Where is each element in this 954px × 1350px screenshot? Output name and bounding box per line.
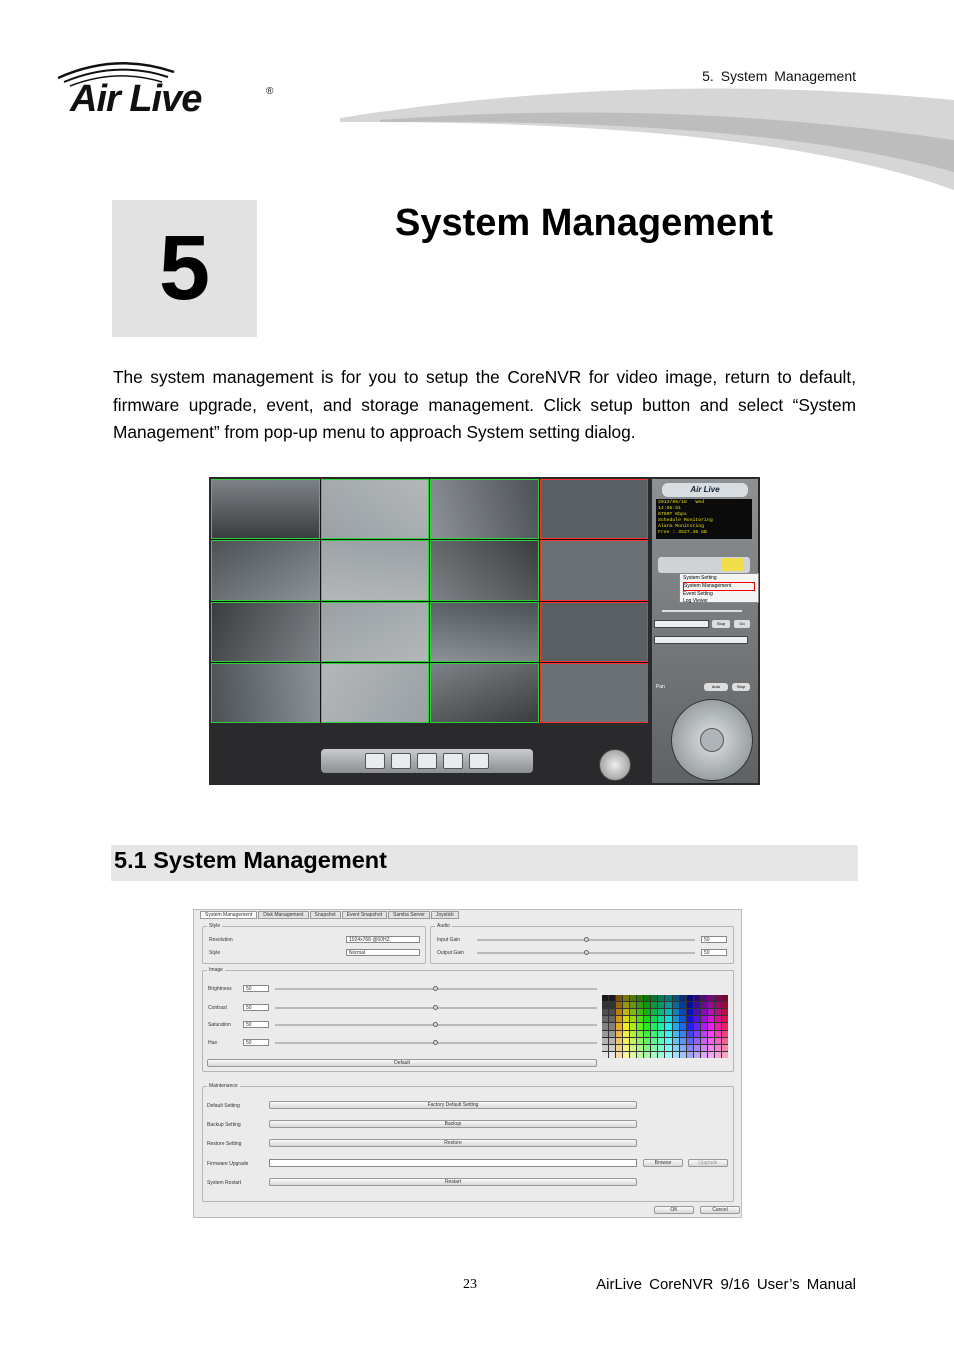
palette-swatch[interactable] (665, 1038, 671, 1044)
palette-swatch[interactable] (616, 995, 622, 1001)
palette-swatch[interactable] (616, 1016, 622, 1022)
palette-swatch[interactable] (637, 995, 643, 1001)
palette-swatch[interactable] (694, 1038, 700, 1044)
palette-swatch[interactable] (637, 1002, 643, 1008)
backup-button[interactable]: Backup (269, 1120, 637, 1128)
restart-button[interactable]: Restart (269, 1178, 637, 1186)
output-gain-slider[interactable] (477, 952, 695, 954)
palette-swatch[interactable] (651, 1052, 657, 1058)
palette-swatch[interactable] (658, 1031, 664, 1037)
brightness-label: Brightness (208, 986, 232, 992)
palette-swatch[interactable] (673, 1016, 679, 1022)
nvr-status-display (656, 499, 752, 539)
palette-swatch[interactable] (694, 1009, 700, 1015)
saturation-slider[interactable] (275, 1024, 597, 1026)
tab-system-management[interactable]: System Management (200, 911, 257, 919)
palette-swatch[interactable] (673, 1038, 679, 1044)
palette-swatch[interactable] (644, 1002, 650, 1008)
palette-swatch[interactable] (708, 1023, 714, 1029)
layout-2x2-icon[interactable] (391, 753, 411, 769)
palette-swatch[interactable] (694, 1016, 700, 1022)
palette-swatch[interactable] (715, 1052, 721, 1058)
running-section-label: 5. System Management (702, 68, 856, 84)
palette-swatch[interactable] (623, 995, 629, 1001)
palette-swatch[interactable] (687, 1031, 693, 1037)
palette-swatch[interactable] (665, 1002, 671, 1008)
palette-swatch[interactable] (609, 1023, 615, 1029)
system-restart-label: System Restart (207, 1180, 242, 1186)
palette-swatch[interactable] (673, 1045, 679, 1051)
palette-swatch[interactable] (701, 1031, 707, 1037)
ptz-stop-button[interactable]: Stop (712, 620, 730, 628)
palette-swatch[interactable] (602, 1031, 608, 1037)
palette-swatch[interactable] (680, 995, 686, 1001)
output-gain-knob[interactable] (584, 950, 589, 955)
brightness-slider[interactable] (275, 988, 597, 990)
layout-custom-icon[interactable] (469, 753, 489, 769)
registered-mark: ® (266, 86, 274, 97)
palette-swatch[interactable] (722, 1031, 728, 1037)
tab-samba-server[interactable]: Samba Server (388, 911, 430, 919)
status-free-space: Free : 3527.46 GB (658, 530, 707, 535)
palette-swatch[interactable] (651, 1038, 657, 1044)
nvr-live-view-screenshot (209, 477, 760, 785)
camera-tile[interactable] (430, 479, 539, 539)
style-select[interactable]: Normal (346, 949, 420, 956)
palette-swatch[interactable] (651, 1045, 657, 1051)
palette-swatch[interactable] (644, 1038, 650, 1044)
palette-swatch[interactable] (602, 1016, 608, 1022)
default-setting-label: Default Setting (207, 1103, 240, 1109)
palette-swatch[interactable] (715, 995, 721, 1001)
palette-swatch[interactable] (616, 1023, 622, 1029)
palette-swatch[interactable] (651, 1009, 657, 1015)
palette-swatch[interactable] (708, 1016, 714, 1022)
palette-swatch[interactable] (623, 1016, 629, 1022)
camera-tile[interactable] (540, 540, 649, 600)
palette-swatch[interactable] (687, 1038, 693, 1044)
palette-swatch[interactable] (701, 1016, 707, 1022)
palette-swatch[interactable] (644, 1016, 650, 1022)
input-gain-knob[interactable] (584, 937, 589, 942)
palette-swatch[interactable] (680, 1052, 686, 1058)
palette-swatch[interactable] (694, 1052, 700, 1058)
palette-swatch[interactable] (609, 1052, 615, 1058)
camera-tile[interactable] (211, 602, 320, 662)
restore-setting-label: Restore Setting (207, 1141, 242, 1147)
palette-swatch[interactable] (637, 1031, 643, 1037)
camera-tile[interactable] (211, 479, 320, 539)
palette-swatch[interactable] (623, 1045, 629, 1051)
palette-swatch[interactable] (609, 1016, 615, 1022)
saturation-spinner[interactable]: 50 (243, 1021, 269, 1028)
style-group-title: Style (209, 923, 221, 929)
palette-swatch[interactable] (658, 1002, 664, 1008)
camera-tile[interactable] (321, 540, 430, 600)
palette-swatch[interactable] (694, 995, 700, 1001)
palette-swatch[interactable] (651, 1002, 657, 1008)
maintenance-group-title: Maintenance (209, 1083, 238, 1089)
tab-event-snapshot[interactable]: Event Snapshot (342, 911, 387, 919)
palette-swatch[interactable] (630, 1009, 636, 1015)
hue-knob[interactable] (433, 1040, 438, 1045)
palette-swatch[interactable] (687, 1023, 693, 1029)
status-bitrate: 6750T Kbps (658, 512, 687, 517)
palette-swatch[interactable] (722, 1023, 728, 1029)
browse-button[interactable]: Browse (643, 1159, 683, 1167)
ptz-home-icon[interactable] (700, 728, 724, 752)
palette-swatch[interactable] (644, 1023, 650, 1029)
palette-swatch[interactable] (665, 1023, 671, 1029)
palette-swatch[interactable] (623, 1002, 629, 1008)
palette-swatch[interactable] (694, 1031, 700, 1037)
menu-item-log-viewer[interactable]: Log Viewer (683, 598, 708, 604)
palette-swatch[interactable] (630, 1002, 636, 1008)
palette-swatch[interactable] (708, 1045, 714, 1051)
palette-swatch[interactable] (708, 1038, 714, 1044)
camera-tile[interactable] (430, 602, 539, 662)
palette-swatch[interactable] (722, 1038, 728, 1044)
ok-button[interactable]: OK (654, 1206, 694, 1214)
palette-swatch[interactable] (658, 1052, 664, 1058)
hue-spinner[interactable]: 50 (243, 1039, 269, 1046)
palette-swatch[interactable] (673, 1031, 679, 1037)
status-alarm: Alarm Monitoring (658, 524, 705, 529)
audio-group (430, 923, 734, 964)
backup-setting-label: Backup Setting (207, 1122, 241, 1128)
palette-swatch[interactable] (694, 1023, 700, 1029)
palette-swatch[interactable] (651, 1023, 657, 1029)
palette-swatch[interactable] (694, 1002, 700, 1008)
input-gain-label: Input Gain (437, 937, 461, 943)
palette-swatch[interactable] (609, 1038, 615, 1044)
status-schedule: Schedule Monitoring (658, 518, 713, 523)
saturation-knob[interactable] (433, 1022, 438, 1027)
tab-disk-management[interactable]: Disk Management (258, 911, 308, 919)
palette-swatch[interactable] (602, 1045, 608, 1051)
palette-swatch[interactable] (609, 1009, 615, 1015)
contrast-slider[interactable] (275, 1007, 597, 1009)
palette-swatch[interactable] (658, 1009, 664, 1015)
contrast-label: Contrast (208, 1005, 227, 1011)
ptz-direction-pad[interactable] (671, 699, 753, 781)
upgrade-button[interactable]: Upgrade (688, 1159, 728, 1167)
camera-tile[interactable] (540, 663, 649, 723)
palette-swatch[interactable] (602, 995, 608, 1001)
palette-swatch[interactable] (665, 1052, 671, 1058)
palette-swatch[interactable] (630, 1052, 636, 1058)
palette-swatch[interactable] (616, 1045, 622, 1051)
input-gain-spinner[interactable]: 50 (701, 936, 727, 943)
tab-joystick[interactable]: Joystick (431, 911, 459, 919)
camera-tile[interactable] (321, 479, 430, 539)
firmware-path-input[interactable] (269, 1159, 637, 1167)
camera-tile[interactable] (540, 602, 649, 662)
palette-swatch[interactable] (680, 1038, 686, 1044)
palette-swatch[interactable] (694, 1045, 700, 1051)
camera-tile[interactable] (211, 540, 320, 600)
color-palette[interactable] (602, 995, 728, 1058)
cancel-button[interactable]: Cancel (700, 1206, 740, 1214)
page-number: 23 (463, 1277, 477, 1292)
palette-swatch[interactable] (722, 1045, 728, 1051)
image-group-title: Image (209, 967, 223, 973)
palette-swatch[interactable] (715, 1016, 721, 1022)
chapter-number-box (112, 200, 257, 337)
resolution-label: Resolution (209, 937, 233, 943)
ptz-go-button[interactable]: Go (734, 620, 750, 628)
palette-swatch[interactable] (609, 1045, 615, 1051)
palette-swatch[interactable] (715, 1045, 721, 1051)
camera-tile[interactable] (321, 602, 430, 662)
camera-tile[interactable] (540, 479, 649, 539)
layout-1x1-icon[interactable] (365, 753, 385, 769)
palette-swatch[interactable] (637, 1052, 643, 1058)
palette-swatch[interactable] (701, 995, 707, 1001)
palette-swatch[interactable] (644, 1031, 650, 1037)
camera-tile[interactable] (321, 663, 430, 723)
header-swoosh-graphic (340, 80, 954, 195)
palette-swatch[interactable] (658, 1023, 664, 1029)
palette-swatch[interactable] (673, 1023, 679, 1029)
palette-swatch[interactable] (602, 1002, 608, 1008)
palette-swatch[interactable] (658, 995, 664, 1001)
manual-name: AirLive CoreNVR 9/16 User’s Manual (596, 1276, 856, 1293)
palette-swatch[interactable] (680, 1016, 686, 1022)
restore-button[interactable]: Restore (269, 1139, 637, 1147)
preset-combo[interactable] (654, 636, 748, 644)
palette-swatch[interactable] (687, 1009, 693, 1015)
power-icon[interactable] (599, 749, 631, 781)
brightness-knob[interactable] (433, 986, 438, 991)
setup-popup-menu (679, 573, 759, 603)
layout-3x3-icon[interactable] (417, 753, 437, 769)
palette-swatch[interactable] (644, 995, 650, 1001)
palette-swatch[interactable] (680, 1023, 686, 1029)
palette-swatch[interactable] (687, 1016, 693, 1022)
factory-default-button[interactable]: Factory Default Setting (269, 1101, 637, 1109)
hue-slider[interactable] (275, 1042, 597, 1044)
camera-tile[interactable] (430, 663, 539, 723)
firmware-upgrade-label: Firmware Upgrade (207, 1161, 249, 1167)
maintenance-group (202, 1083, 734, 1202)
section-heading: 5.1 System Management (114, 847, 387, 873)
palette-swatch[interactable] (630, 1016, 636, 1022)
system-management-dialog-screenshot (193, 909, 742, 1218)
brightness-spinner[interactable]: 50 (243, 985, 269, 992)
palette-swatch[interactable] (630, 995, 636, 1001)
palette-swatch[interactable] (623, 1038, 629, 1044)
palette-swatch[interactable] (651, 1016, 657, 1022)
image-default-button[interactable]: Default (207, 1059, 597, 1067)
menu-item-system-management[interactable]: System Management (683, 582, 755, 591)
palette-swatch[interactable] (616, 1009, 622, 1015)
style-label: Style (209, 950, 221, 956)
palette-swatch[interactable] (665, 995, 671, 1001)
layout-4x4-icon[interactable] (443, 753, 463, 769)
nvr-panel-logo: Air Live (662, 483, 748, 497)
dialog-tabs (200, 911, 459, 919)
palette-swatch[interactable] (715, 1009, 721, 1015)
palette-swatch[interactable] (609, 1002, 615, 1008)
chapter-number: 5 (158, 217, 211, 319)
palette-swatch[interactable] (658, 1016, 664, 1022)
palette-swatch[interactable] (687, 1045, 693, 1051)
palette-swatch[interactable] (616, 1002, 622, 1008)
palette-swatch[interactable] (616, 1031, 622, 1037)
camera-grid (211, 479, 648, 723)
palette-swatch[interactable] (658, 1038, 664, 1044)
pan-stop-button[interactable]: Stop (732, 683, 750, 691)
ptz-slider-track[interactable] (662, 610, 742, 612)
camera-select-combo[interactable] (654, 620, 709, 628)
chapter-title: System Management (395, 202, 774, 244)
palette-swatch[interactable] (701, 1023, 707, 1029)
palette-swatch[interactable] (708, 1031, 714, 1037)
menu-item-system-setting[interactable]: System Setting (683, 575, 717, 581)
palette-swatch[interactable] (722, 1016, 728, 1022)
palette-swatch[interactable] (651, 995, 657, 1001)
palette-swatch[interactable] (665, 1009, 671, 1015)
palette-swatch[interactable] (602, 1038, 608, 1044)
palette-swatch[interactable] (701, 1038, 707, 1044)
output-gain-label: Output Gain (437, 950, 464, 956)
palette-swatch[interactable] (630, 1045, 636, 1051)
palette-swatch[interactable] (658, 1045, 664, 1051)
palette-swatch[interactable] (673, 1009, 679, 1015)
camera-tile[interactable] (211, 663, 320, 723)
palette-swatch[interactable] (722, 1052, 728, 1058)
palette-swatch[interactable] (680, 1009, 686, 1015)
tab-snapshot[interactable]: Snapshot (310, 911, 341, 919)
airlive-logo-text: Air Live (70, 78, 202, 120)
intro-paragraph: The system management is for you to setup the CoreNVR for video image, return to default, firmware upgrade, event, and storage management. Click setup button and select “System Management” from pop-up menu to approach System setting dialog. (113, 367, 856, 442)
palette-swatch[interactable] (715, 1023, 721, 1029)
camera-tile[interactable] (430, 540, 539, 600)
palette-swatch[interactable] (722, 995, 728, 1001)
palette-swatch[interactable] (630, 1023, 636, 1029)
palette-swatch[interactable] (602, 1023, 608, 1029)
palette-swatch[interactable] (673, 1002, 679, 1008)
palette-swatch[interactable] (630, 1031, 636, 1037)
palette-swatch[interactable] (680, 1045, 686, 1051)
palette-swatch[interactable] (680, 1031, 686, 1037)
palette-swatch[interactable] (715, 1002, 721, 1008)
palette-swatch[interactable] (673, 995, 679, 1001)
palette-swatch[interactable] (708, 1002, 714, 1008)
palette-swatch[interactable] (602, 1052, 608, 1058)
palette-swatch[interactable] (701, 1009, 707, 1015)
palette-swatch[interactable] (623, 1031, 629, 1037)
layout-toolbar (321, 749, 533, 773)
setup-gear-icon[interactable] (722, 558, 744, 571)
palette-swatch[interactable] (701, 1052, 707, 1058)
palette-swatch[interactable] (687, 1052, 693, 1058)
style-group (202, 923, 426, 964)
status-date: 2013/05/18 (658, 500, 687, 505)
palette-swatch[interactable] (637, 1045, 643, 1051)
palette-swatch[interactable] (687, 995, 693, 1001)
input-gain-slider[interactable] (477, 939, 695, 941)
audio-group-title: Audio (437, 923, 450, 929)
palette-swatch[interactable] (637, 1009, 643, 1015)
palette-swatch[interactable] (722, 1009, 728, 1015)
resolution-select[interactable]: 1024x768 @60HZ (346, 936, 420, 943)
status-day: Wed (695, 500, 705, 505)
palette-swatch[interactable] (637, 1023, 643, 1029)
palette-swatch[interactable] (687, 1002, 693, 1008)
contrast-spinner[interactable]: 50 (243, 1004, 269, 1011)
palette-swatch[interactable] (644, 1009, 650, 1015)
palette-swatch[interactable] (602, 1009, 608, 1015)
output-gain-spinner[interactable]: 50 (701, 949, 727, 956)
palette-swatch[interactable] (637, 1016, 643, 1022)
palette-swatch[interactable] (609, 995, 615, 1001)
status-time: 14:55:51 (658, 506, 682, 511)
palette-swatch[interactable] (715, 1031, 721, 1037)
palette-swatch[interactable] (701, 1002, 707, 1008)
palette-swatch[interactable] (680, 1002, 686, 1008)
palette-swatch[interactable] (701, 1045, 707, 1051)
palette-swatch[interactable] (673, 1052, 679, 1058)
palette-swatch[interactable] (715, 1038, 721, 1044)
saturation-label: Saturation (208, 1022, 231, 1028)
pan-label: Pan (656, 684, 665, 690)
palette-swatch[interactable] (665, 1031, 671, 1037)
palette-swatch[interactable] (708, 1009, 714, 1015)
contrast-knob[interactable] (433, 1005, 438, 1010)
palette-swatch[interactable] (616, 1038, 622, 1044)
palette-swatch[interactable] (708, 1052, 714, 1058)
hue-label: Hue (208, 1040, 218, 1046)
palette-swatch[interactable] (630, 1038, 636, 1044)
ptz-auto-button[interactable]: Auto (704, 683, 728, 691)
palette-swatch[interactable] (609, 1031, 615, 1037)
palette-swatch[interactable] (644, 1052, 650, 1058)
palette-swatch[interactable] (665, 1016, 671, 1022)
palette-swatch[interactable] (623, 1009, 629, 1015)
menu-item-event-setting[interactable]: Event Setting (683, 591, 713, 597)
palette-swatch[interactable] (637, 1038, 643, 1044)
palette-swatch[interactable] (623, 1023, 629, 1029)
palette-swatch[interactable] (623, 1052, 629, 1058)
palette-swatch[interactable] (644, 1045, 650, 1051)
palette-swatch[interactable] (651, 1031, 657, 1037)
palette-swatch[interactable] (708, 995, 714, 1001)
palette-swatch[interactable] (722, 1002, 728, 1008)
palette-swatch[interactable] (616, 1052, 622, 1058)
palette-swatch[interactable] (665, 1045, 671, 1051)
